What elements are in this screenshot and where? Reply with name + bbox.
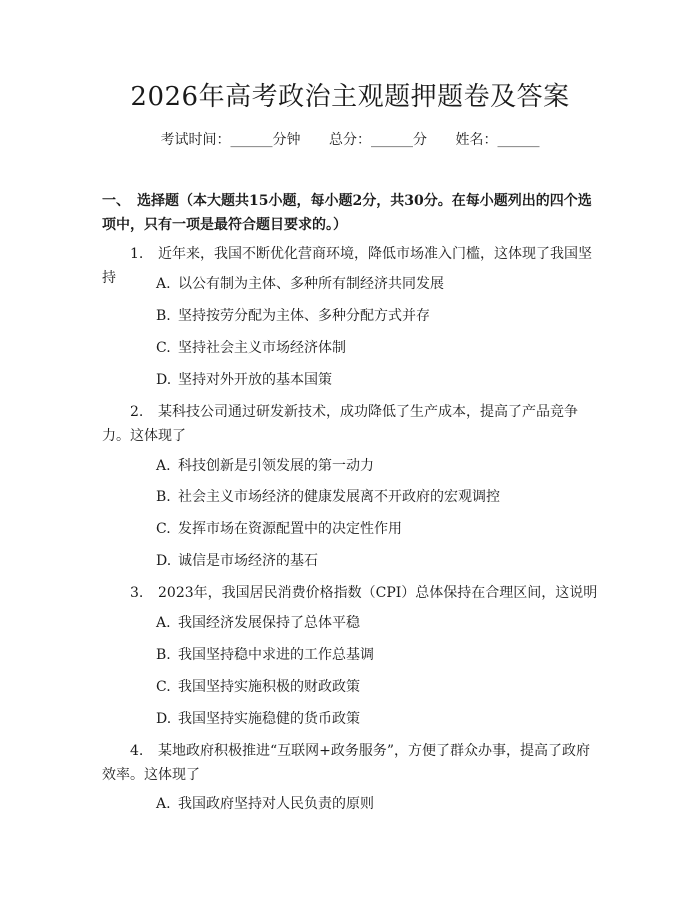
question-3 [102, 581, 602, 605]
question-2 [102, 400, 602, 448]
question-2-option-a [156, 455, 606, 477]
question-number: 2. [130, 404, 144, 420]
question-1-option-b [156, 305, 606, 327]
question-2-option-d [156, 550, 606, 572]
option-text: 我国坚持实施稳健的货币政策 [178, 711, 360, 727]
question-1-option-d [156, 369, 606, 391]
option-text: 我国坚持实施积极的财政政策 [178, 679, 360, 695]
question-2-option-b [156, 486, 606, 508]
option-label: B. [156, 647, 171, 663]
option-text: 诚信是市场经济的基石 [178, 553, 318, 569]
option-label: D. [156, 372, 172, 388]
question-number: 1. [130, 246, 144, 262]
question-3-option-a [156, 612, 606, 634]
option-label: A. [156, 458, 171, 474]
question-4 [102, 739, 602, 787]
student-name-field: 姓名：______ [455, 132, 540, 148]
option-label: D. [156, 711, 172, 727]
question-2-option-c [156, 518, 606, 540]
section-heading: 一、 选择题（本大题共15小题，每小题2分，共30分。在每小题列出的四个选项中，只有一项是最符合题目要求的。） [102, 193, 592, 233]
option-text: 科技创新是引领发展的第一动力 [178, 458, 374, 474]
option-text: 坚持按劳分配为主体、多种分配方式并存 [178, 308, 430, 324]
option-text: 坚持对外开放的基本国策 [178, 372, 332, 388]
exam-info-line [0, 130, 700, 150]
question-number: 3. [130, 585, 144, 601]
page-title: 2026年高考政治主观题押题卷及答案 [130, 82, 570, 112]
option-text: 我国坚持稳中求进的工作总基调 [178, 647, 374, 663]
option-label: A. [156, 796, 171, 812]
option-label: A. [156, 615, 171, 631]
question-text: 近年来，我国不断优化营商环境，降低市场准入门槛，这体现了我国坚持 [102, 246, 592, 286]
question-text: 某科技公司通过研发新技术，成功降低了生产成本，提高了产品竞争力。这体现了 [102, 404, 578, 444]
question-text: 某地政府积极推进“互联网+政务服务”，方便了群众办事，提高了政府效率。这体现了 [102, 743, 591, 783]
option-text: 我国政府坚持对人民负责的原则 [178, 796, 374, 812]
option-label: B. [156, 308, 171, 324]
option-text: 我国经济发展保持了总体平稳 [178, 615, 360, 631]
option-label: D. [156, 553, 172, 569]
option-label: C. [156, 521, 171, 537]
question-1-option-a [156, 273, 606, 295]
question-text: 2023年，我国居民消费价格指数（CPI）总体保持在合理区间，这说明 [158, 585, 598, 601]
option-label: A. [156, 276, 171, 292]
option-label: C. [156, 340, 171, 356]
question-1-option-c [156, 337, 606, 359]
question-3-option-d [156, 708, 606, 730]
total-score-field: 总分：______分 [329, 132, 427, 148]
option-text: 发挥市场在资源配置中的决定性作用 [178, 521, 402, 537]
option-text: 社会主义市场经济的健康发展离不开政府的宏观调控 [178, 489, 500, 505]
option-label: C. [156, 679, 171, 695]
question-4-option-a [156, 793, 606, 815]
option-text: 以公有制为主体、多种所有制经济共同发展 [178, 276, 444, 292]
exam-time-field: 考试时间：______分钟 [160, 132, 301, 148]
question-number: 4. [130, 743, 144, 759]
question-3-option-b [156, 644, 606, 666]
option-label: B. [156, 489, 171, 505]
question-3-option-c [156, 676, 606, 698]
option-text: 坚持社会主义市场经济体制 [178, 340, 346, 356]
